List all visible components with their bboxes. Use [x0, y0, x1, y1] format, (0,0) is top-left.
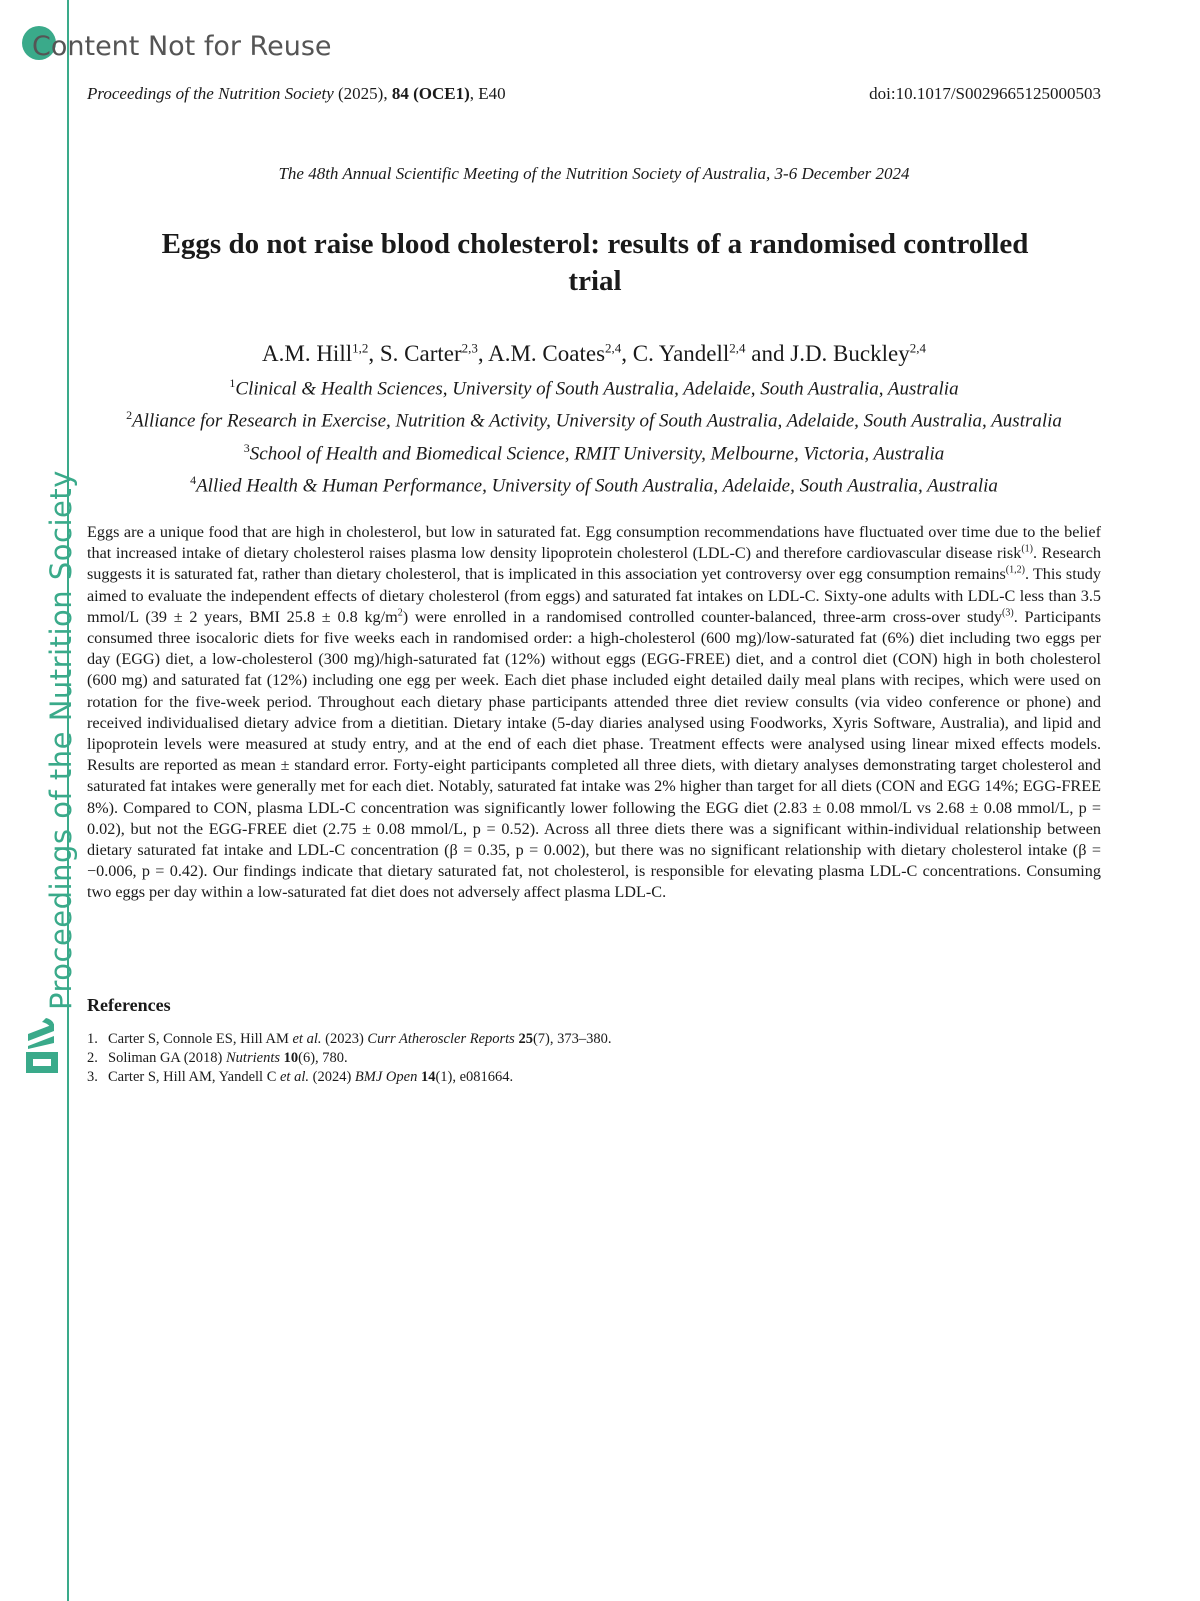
reference-journal: Curr Atheroscler Reports	[367, 1031, 515, 1047]
affiliation-line	[87, 435, 1101, 467]
affiliation-text: Alliance for Research in Exercise, Nutrition & Activity, University of South Australia, Adelaide, South Australia, Australia	[132, 410, 1062, 432]
reference-volume: 25	[518, 1031, 533, 1047]
author-separator: ,	[477, 340, 489, 366]
author-separator: and	[745, 340, 791, 366]
abstract-segment: . Research suggests it is saturated fat, rather than dietary cholesterol, that is implicated in this association yet controversy over egg consumption remains	[87, 544, 1101, 584]
reference-year: (2024)	[309, 1069, 355, 1085]
author-name: A.M. Hill	[262, 340, 353, 366]
reference-number: 3.	[87, 1069, 98, 1085]
header-year: (2025),	[338, 84, 388, 103]
reference-item	[87, 1049, 612, 1068]
author-affiliation-marker: 2,4	[909, 340, 926, 355]
affiliation-text: School of Health and Biomedical Science, RMIT University, Melbourne, Victoria, Australia	[249, 442, 945, 464]
references-list	[87, 1030, 612, 1087]
author-affiliation-marker: 2,3	[461, 340, 478, 355]
affiliation-line	[87, 467, 1101, 499]
reference-year: (2023)	[321, 1031, 368, 1047]
reference-etal: et al.	[292, 1031, 322, 1047]
reference-volume: 10	[283, 1050, 299, 1066]
header-doi: doi:10.1017/S0029665125000503	[869, 84, 1101, 103]
affiliation-number: 4	[190, 472, 197, 487]
author-affiliation-marker: 1,2	[352, 340, 369, 355]
article-title: Eggs do not raise blood cholesterol: results of a randomised controlled trial	[161, 228, 1029, 297]
affiliation-text: Clinical & Health Sciences, University of South Australia, Adelaide, South Australia, Australia	[235, 378, 959, 400]
citation-marker: (1,2)	[1005, 565, 1025, 577]
abstract-text	[87, 522, 1101, 904]
author-affiliation-marker: 2,4	[729, 340, 746, 355]
author-name: S. Carter	[379, 340, 462, 366]
reference-authors: Carter S, Connole ES, Hill AM	[108, 1031, 293, 1047]
affiliation-number: 1	[229, 376, 236, 390]
author-separator: ,	[368, 340, 380, 366]
author-separator: ,	[621, 340, 633, 366]
reference-authors: Soliman GA (2018)	[108, 1050, 227, 1066]
reference-pages: (7), 373–380.	[532, 1031, 612, 1047]
author-affiliation-marker: 2,4	[605, 340, 622, 355]
abstract-segment: . Participants consumed three isocaloric diets for five weeks each in randomised order: a high-cholesterol (600 mg)/low-saturated fat (6%) diet including two eggs per day (EGG) diet, a low-cholesterol (300 mg)/high-saturated fat (12%) without eggs (EGG-FREE) diet, and a control diet (CON) high in both cholesterol (600 mg) and saturated fat (12%) including one egg per week. Each diet phase included eight detailed daily meal plans with recipes, which were used on rotation for the five-week period. Throughout each dietary phase participants attended three diet review consults (via video conference or phone) and received individualised dietary advice from a dietitian. Dietary intake (5-day diaries analysed using Foodworks, Xyris Software, Australia), and lipid and lipoprotein levels were measured at study entry, and at the end of each diet phase. Treatment effects were analysed using linear mixed effects models. Results are reported as mean ± standard error. Forty-eight participants completed all three diets, with dietary analyses demonstrating target cholesterol and saturated fat intakes were generally met for each diet. Notably, saturated fat intake was 2% higher than target for all diets (CON and EGG 14%; EGG-FREE 8%). Compared to CON, plasma LDL-C concentration was significantly lower following the EGG diet (2.83 ± 0.08 mmol/L vs 2.68 ± 0.08 mmol/L, p = 0.02), but not the EGG-FREE diet (2.75 ± 0.08 mmol/L, p = 0.52). Across all three diets there was a significant within-individual relationship between dietary saturated fat intake and LDL-C concentration (β = 0.35, p = 0.002), but there was no significant relationship with dietary cholesterol intake (β = −0.006, p = 0.42). Our findings indicate that dietary saturated fat, not cholesterol, is responsible for elevating plasma LDL-C concentrations. Consuming two eggs per day within a low-saturated fat diet does not adversely affect plasma LDL-C.	[87, 607, 1101, 902]
references-heading: References	[87, 995, 171, 1015]
reference-item	[87, 1068, 612, 1087]
header-volume: 84 (OCE1)	[391, 84, 470, 103]
reference-journal: Nutrients	[226, 1050, 280, 1066]
affiliation-line	[87, 402, 1101, 434]
affiliation-number: 2	[126, 408, 133, 423]
citation	[87, 84, 506, 104]
citation-marker: (3)	[1002, 607, 1014, 619]
citation-marker: (1)	[1021, 543, 1033, 555]
header-journal: Proceedings of the Nutrition Society	[87, 84, 334, 103]
watermark-text: Content Not for Reuse	[32, 31, 332, 62]
header-article: , E40	[469, 84, 506, 103]
author-name: J.D. Buckley	[790, 340, 910, 366]
affiliation-list	[87, 370, 1101, 499]
reference-authors: Carter S, Hill AM, Yandell C	[108, 1069, 280, 1085]
author-name: A.M. Coates	[488, 340, 606, 366]
reference-item	[87, 1030, 612, 1049]
abstract-segment: . This study aimed to evaluate the independent effects of dietary cholesterol (from eggs) and saturated fat intakes on LDL-C. Sixty-one adults with LDL-C less than 3.5 mmol/L (39 ± 2 years, BMI 25.8 ± 0.8 kg/m	[87, 565, 1101, 626]
author-list	[87, 340, 1101, 367]
ns-logo-icon	[24, 1016, 60, 1080]
meeting-name: The 48th Annual Scientific Meeting of the Nutrition Society of Australia, 3-6 December 2024	[278, 164, 910, 183]
reference-volume: 14	[420, 1069, 436, 1085]
affiliation-text: Allied Health & Human Performance, University of South Australia, Adelaide, South Australia, Australia	[196, 475, 998, 497]
citation-marker: 2	[397, 607, 403, 619]
reference-number: 1.	[87, 1031, 98, 1047]
reference-journal: BMJ Open	[354, 1069, 418, 1085]
author-name: C. Yandell	[632, 340, 730, 366]
reference-pages: (1), e081664.	[435, 1069, 514, 1085]
sidebar-journal-title: Proceedings of the Nutrition Society	[44, 470, 78, 1010]
affiliation-line	[87, 370, 1101, 402]
reference-number: 2.	[87, 1050, 98, 1066]
abstract-segment: Eggs are a unique food that are high in cholesterol, but low in saturated fat. Egg consumption recommendations have fluctuated over time due to the belief that increased intake of dietary cholesterol raises plasma low density lipoprotein cholesterol (LDL-C) and therefore cardiovascular disease risk	[87, 523, 1101, 563]
abstract-segment: ) were enrolled in a randomised controlled counter-balanced, three-arm cross-over study	[402, 607, 1003, 626]
running-header	[87, 84, 1101, 108]
reference-pages: (6), 780.	[298, 1050, 348, 1066]
affiliation-number: 3	[243, 440, 250, 455]
reference-etal: et al.	[280, 1069, 309, 1085]
